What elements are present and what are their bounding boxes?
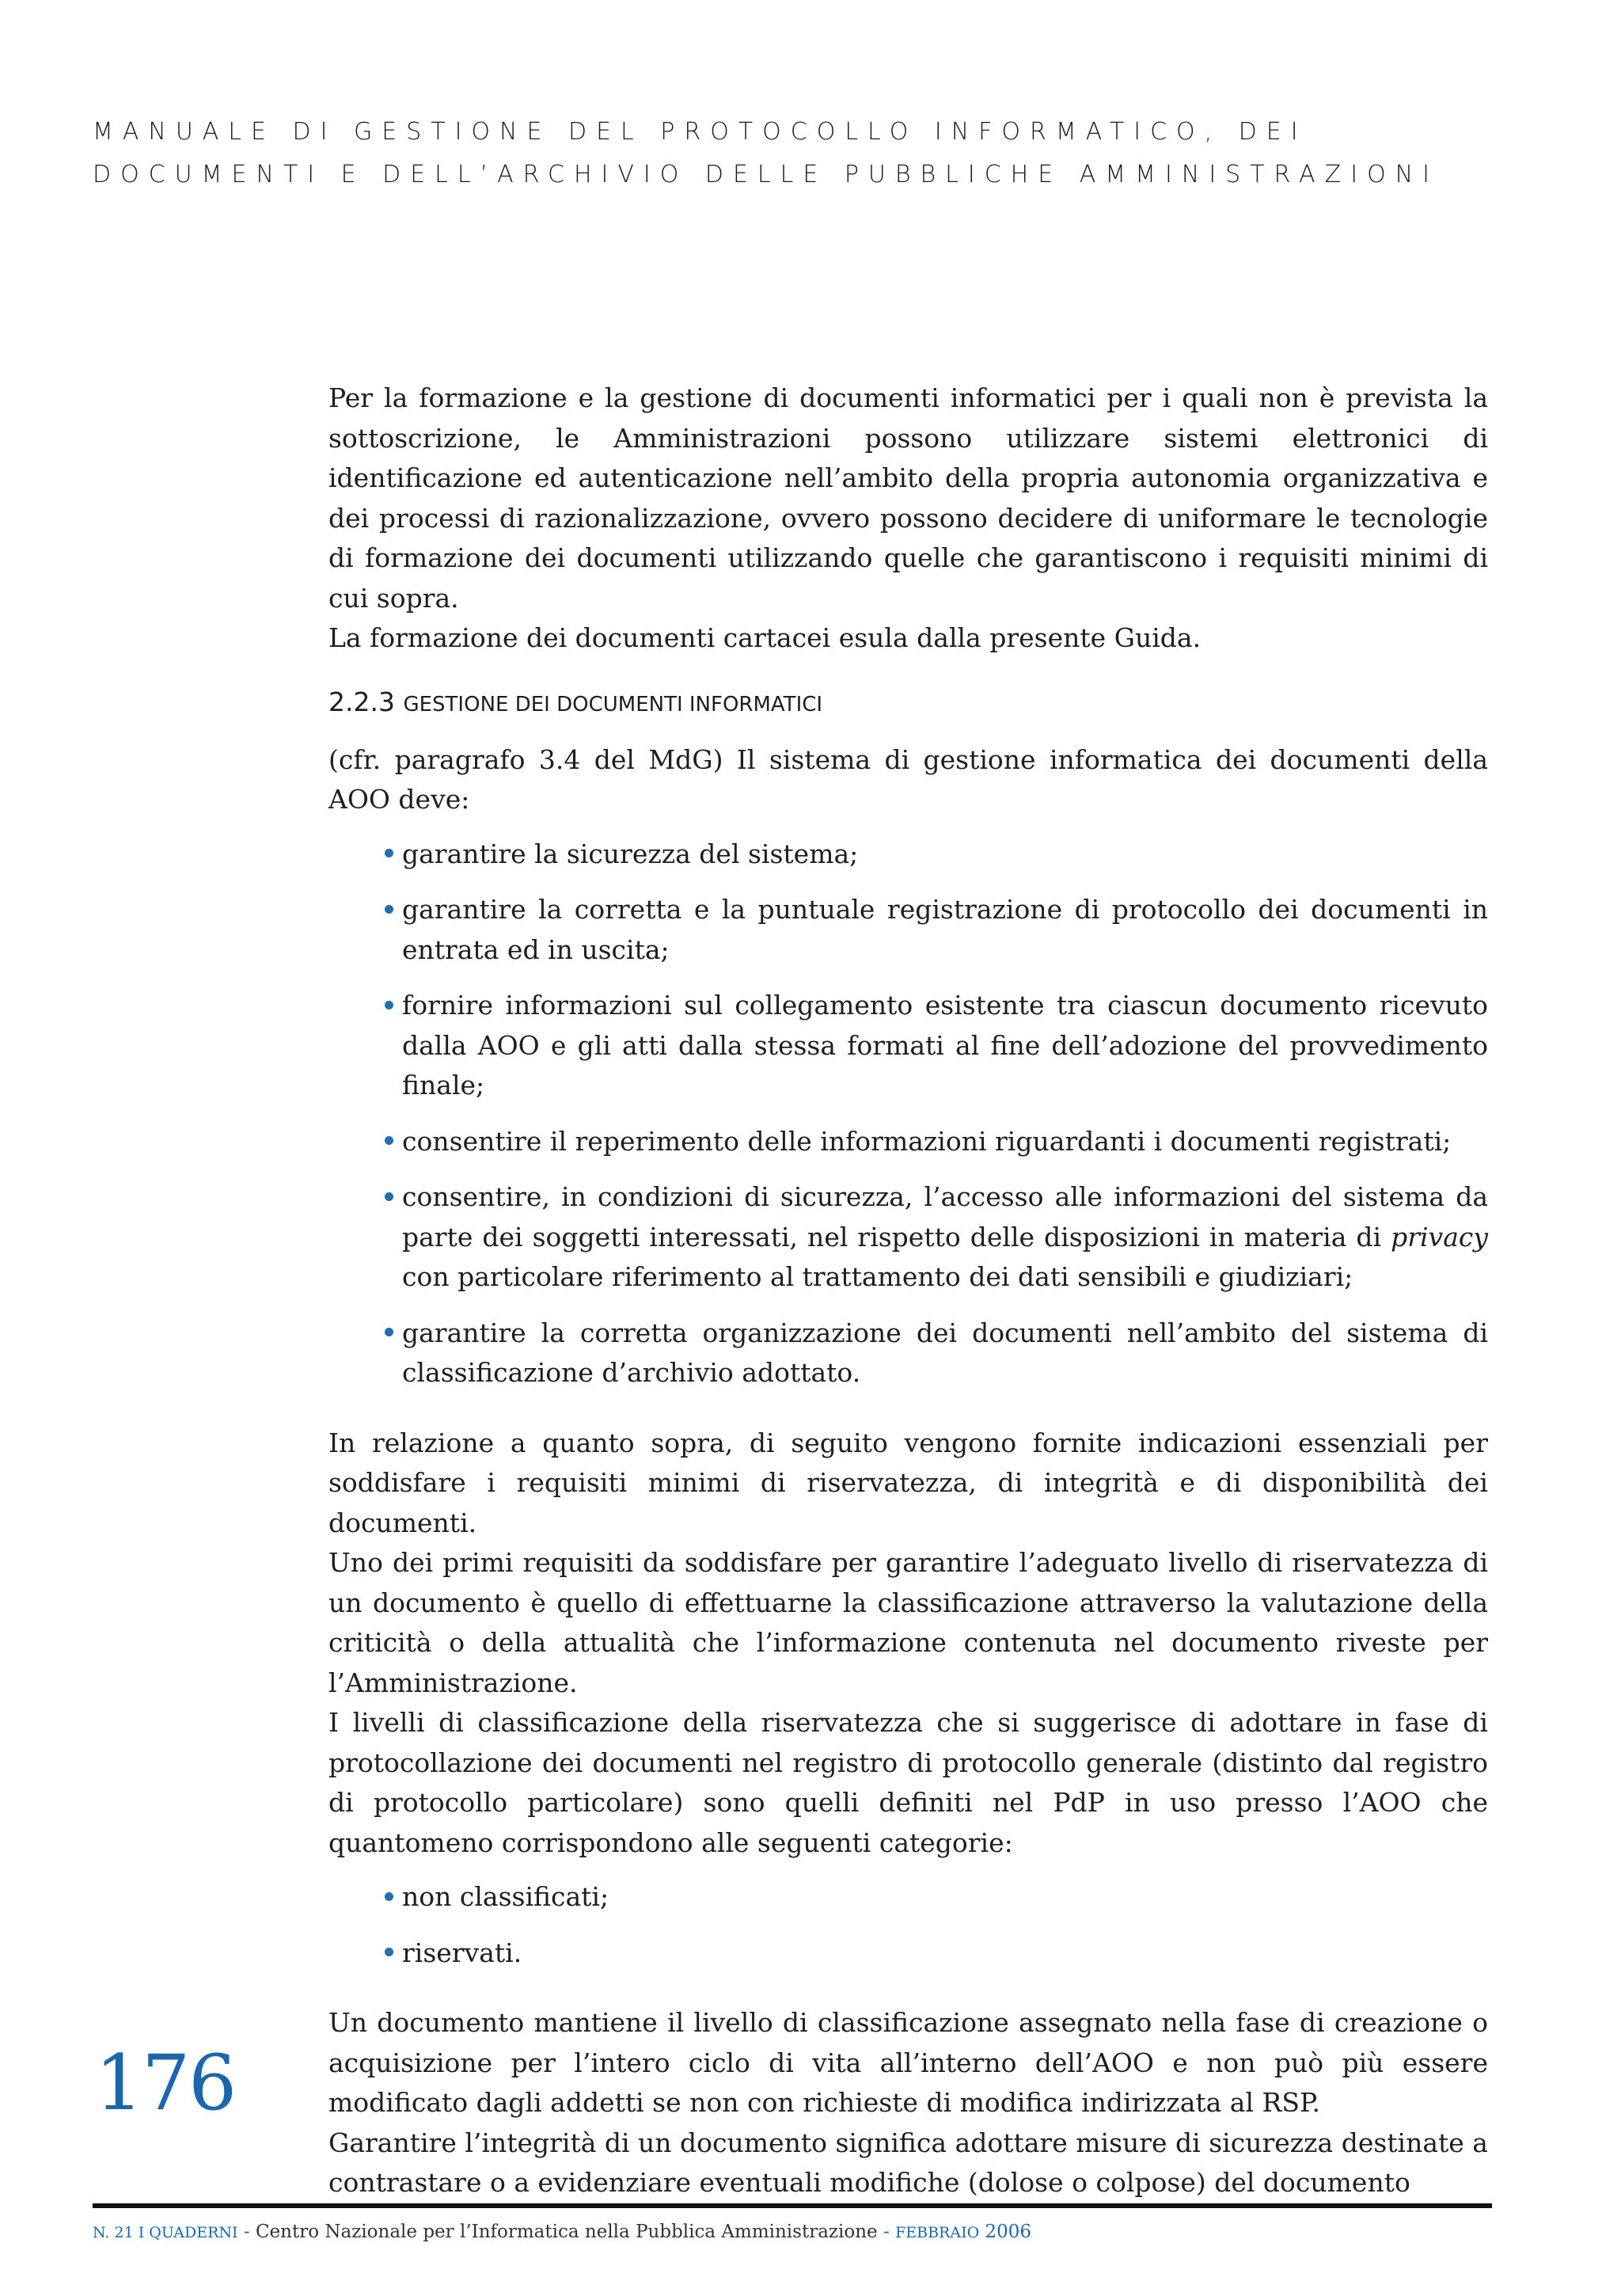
paragraph: I livelli di classificazione della riservatezza che si suggerisce di adottare in fase di protocollazione dei documenti nel registro di protocollo generale (distinto dal registro di protocollo particolare) sono quelli definiti nel PdP in uso presso l’AOO che quantomeno corrispondono alle seguenti categorie:: [328, 1707, 1488, 1858]
paragraph: In relazione a quanto sopra, di seguito vengono fornite indicazioni essenziali per soddisfare i requisiti minimi di riservatezza, di integrità e di disponibilità dei documenti.: [328, 1427, 1488, 1538]
page-number: 176: [95, 2039, 236, 2127]
bullet-list-requirements: [328, 834, 1488, 1393]
footer-issue: N. 21: [93, 2224, 134, 2241]
footer-organization: Centro Nazionale per l’Informatica nella Pubblica Amministrazione: [255, 2222, 878, 2242]
paragraph: (cfr. paragrafo 3.4 del MdG) Il sistema di gestione informatica dei documenti della AOO deve:: [328, 743, 1488, 815]
bullet-icon: [385, 1001, 393, 1009]
footer-year: 2006: [979, 2222, 1032, 2242]
bullet-icon: [385, 1948, 393, 1956]
paragraph: Uno dei primi requisiti da soddisfare per garantire l’adeguato livello di riservatezza di un documento è quello di effettuarne la classificazione attraverso la valutazione della criticità o della attualità che l’informazione contenuta nel documento riveste per l’Amministrazione.: [328, 1547, 1488, 1698]
paragraph: Per la formazione e la gestione di documenti informatici per i quali non è prevista la sottoscrizione, le Amministrazioni possono utilizzare sistemi elettronici di identificazione ed autenticazione nell’ambito della propria autonomia organizzativa e dei processi di razionalizzazione, ovvero possono decidere di uniformare le tecnologie di formazione dei documenti utilizzando quelle che garantiscono i requisiti minimi di cui sopra.: [328, 382, 1488, 614]
section-title: GESTIONE DEI DOCUMENTI INFORMATICI: [403, 692, 823, 717]
bullet-icon: [385, 1328, 393, 1336]
running-header: [93, 111, 1517, 196]
paragraph: La formazione dei documenti cartacei esula dalla presente Guida.: [328, 622, 1202, 653]
running-header-line-2: DOCUMENTI E DELL’ARCHIVIO DELLE PUBBLICHE AMMINISTRAZIONI: [93, 161, 1439, 188]
paragraph: Un documento mantiene il livello di classificazione assegnato nella fase di creazione o acquisizione per l’intero ciclo di vita all’interno dell’AOO e non può più essere modificato dagli addetti se non con richieste di modifica indirizzata al RSP.: [328, 2007, 1488, 2118]
list-item: riservati.: [328, 1933, 1488, 1974]
paragraph: Garantire l’integrità di un documento significa adottare misure di sicurezza destinate a contrastare o a evidenziare eventuali modifiche (dolose o colpose) del documento: [328, 2127, 1488, 2198]
list-item: garantire la corretta organizzazione dei documenti nell’ambito del sistema di classificazione d’archivio adottato.: [328, 1313, 1488, 1393]
section-number: 2.2.3: [328, 686, 395, 717]
list-item: consentire, in condizioni di sicurezza, l’accesso alle informazioni del sistema da parte dei soggetti interessati, nel rispetto delle disposizioni in materia di privacy con particolare riferimento al trattamento dei dati sensibili e giudiziari;: [328, 1177, 1488, 1298]
section-heading: [328, 682, 1488, 724]
bullet-icon: [385, 905, 393, 914]
footer-series: QUADERNI: [149, 2224, 238, 2241]
list-item: non classificati;: [328, 1877, 1488, 1918]
list-item: garantire la corretta e la puntuale registrazione di protocollo dei documenti in entrata ed in uscita;: [328, 890, 1488, 970]
footer-rule: [93, 2203, 1492, 2208]
bullet-icon: [385, 1136, 393, 1145]
bullet-list-categories: [328, 1877, 1488, 1973]
bullet-icon: [385, 1192, 393, 1201]
bullet-icon: [385, 1892, 393, 1901]
list-item: fornire informazioni sul collegamento esistente tra ciascun documento ricevuto dalla AOO e gli atti dalla stessa formati al fine dell’adozione del provvedimento finale;: [328, 986, 1488, 1106]
footer: N. 21 I QUADERNI - Centro Nazionale per l’Informatica nella Pubblica Amministrazione - FEBBRAIO 2006: [93, 2222, 1032, 2242]
list-item: garantire la sicurezza del sistema;: [328, 834, 1488, 875]
footer-month: FEBBRAIO: [895, 2224, 980, 2241]
bullet-icon: [385, 849, 393, 857]
running-header-line-1: MANUALE DI GESTIONE DEL PROTOCOLLO INFORMATICO, DEI: [93, 118, 1308, 146]
main-text: [328, 378, 1488, 2203]
list-item: consentire il reperimento delle informazioni riguardanti i documenti registrati;: [328, 1122, 1488, 1162]
